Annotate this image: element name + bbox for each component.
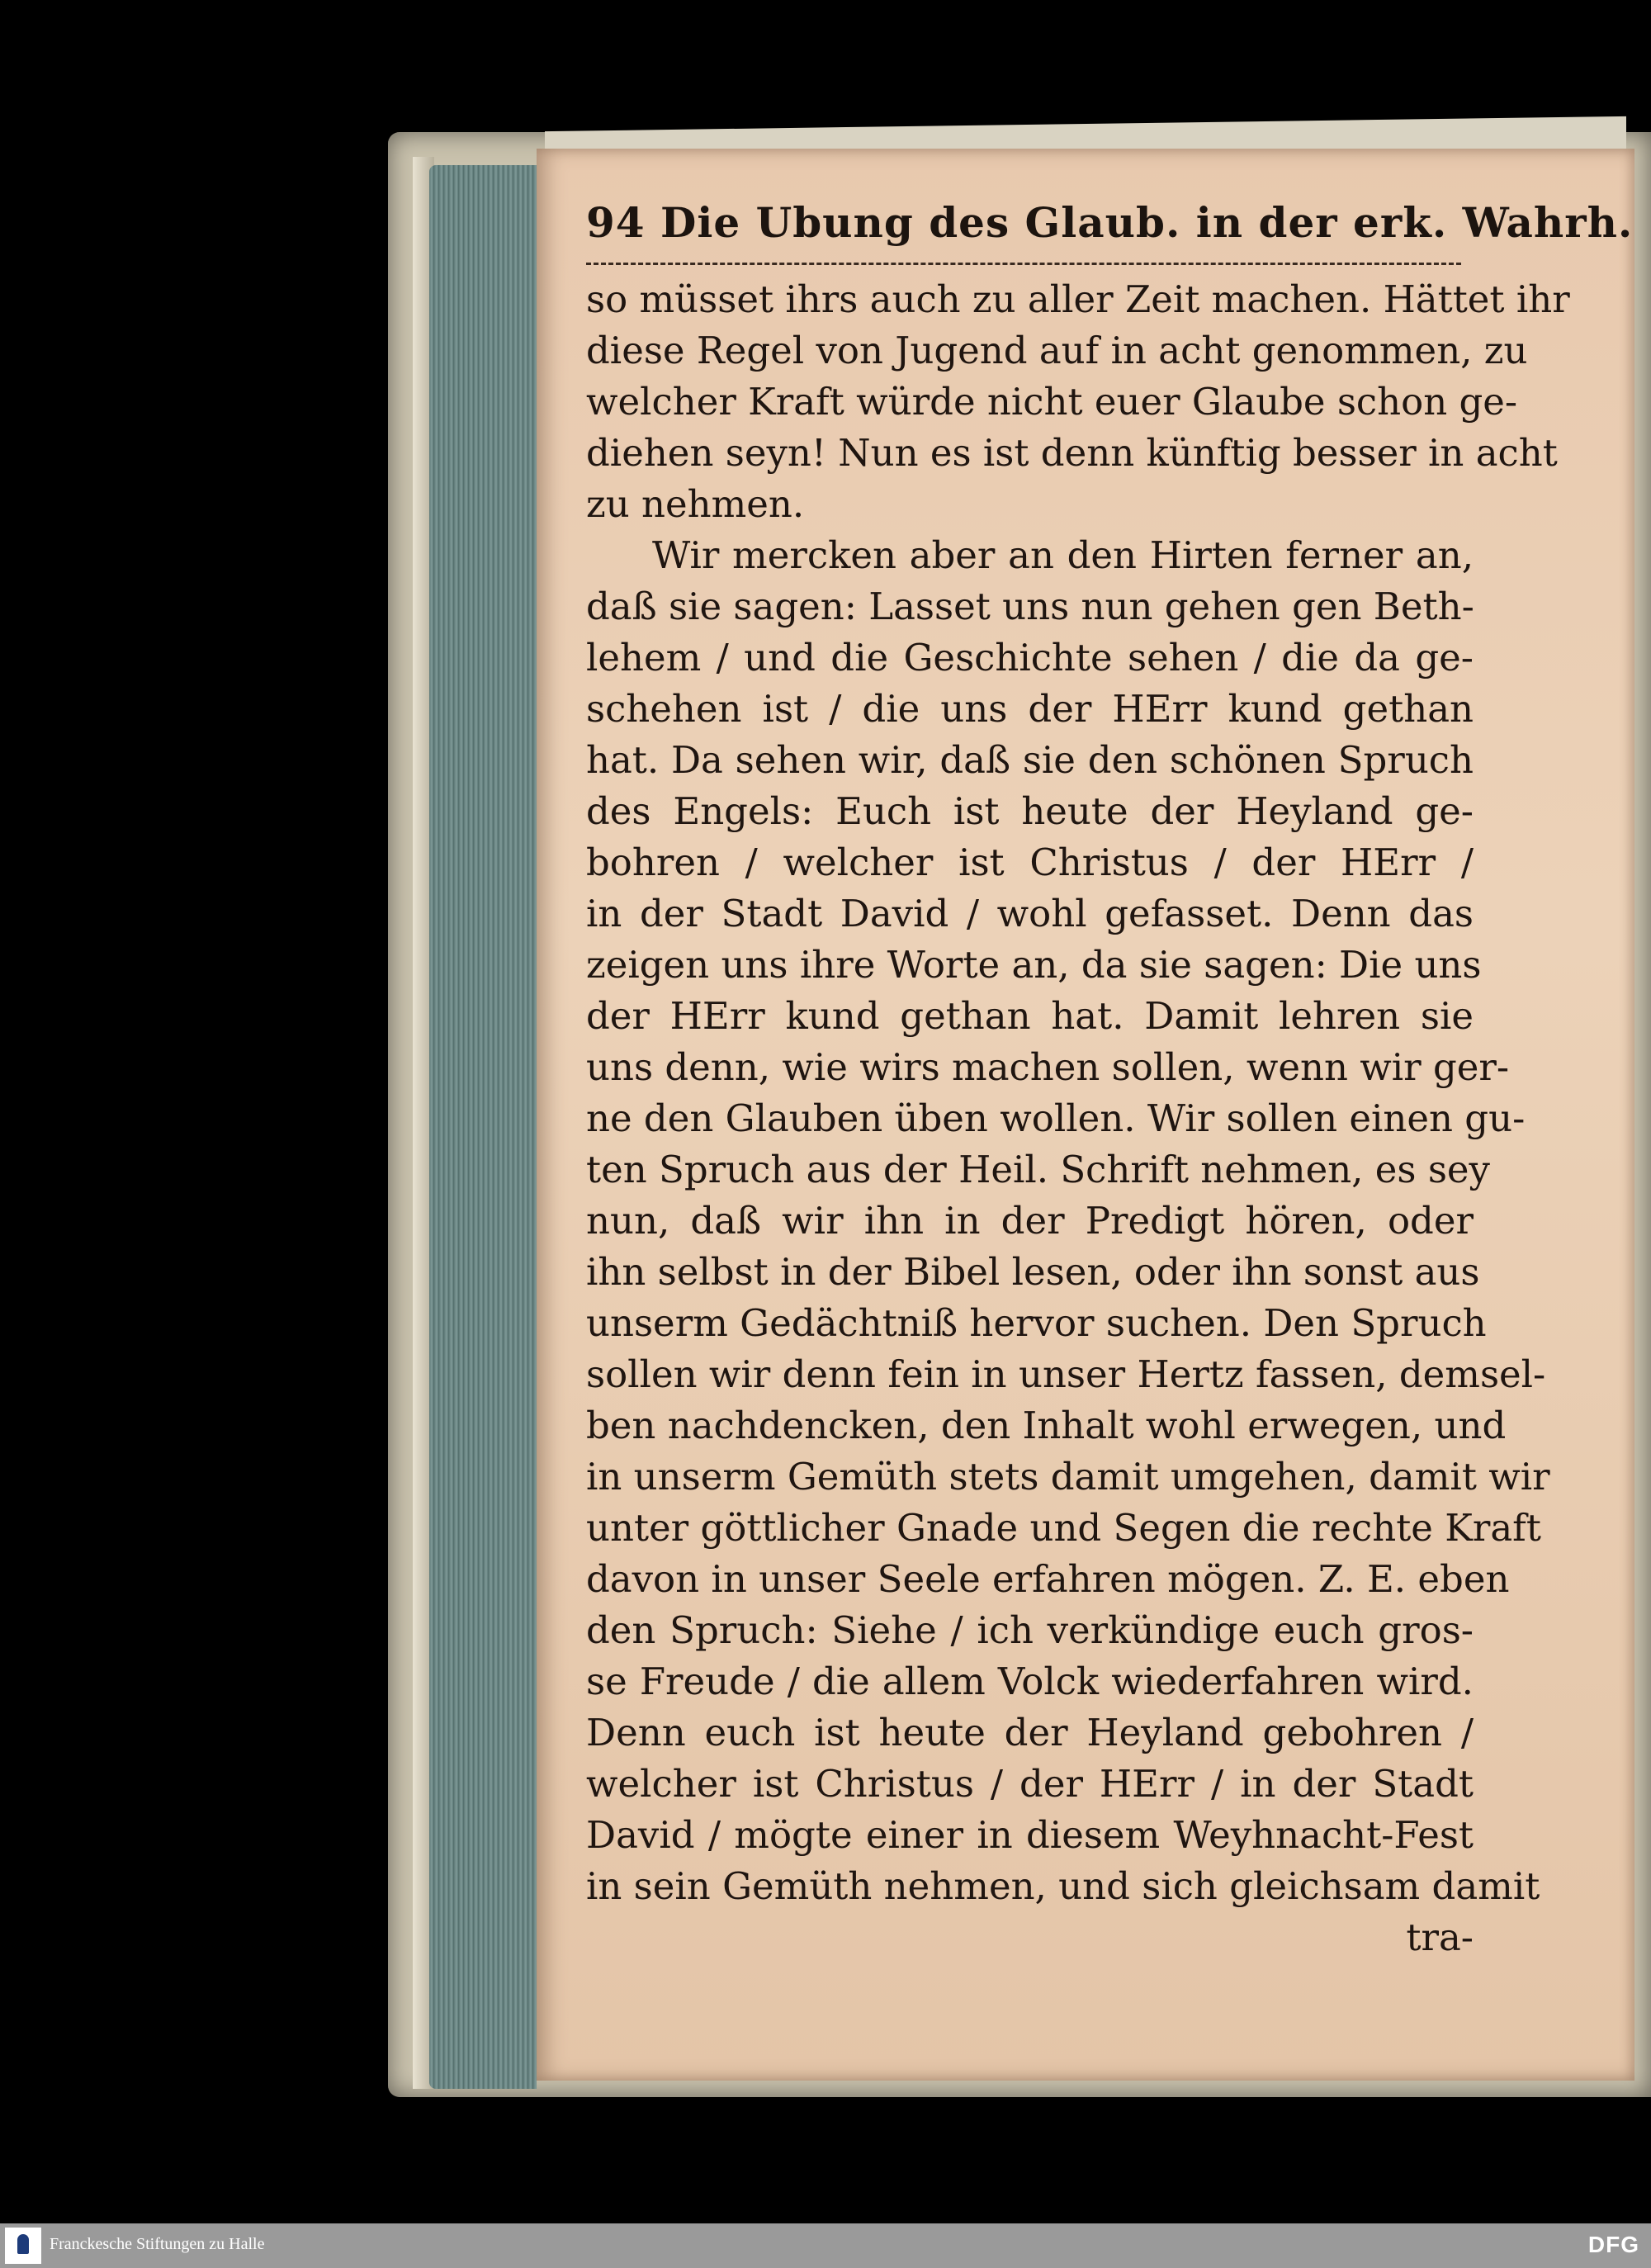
text-line: zu nehmen. bbox=[586, 482, 805, 526]
running-head-title: Die Ubung des Glaub. in der erk. Wahrh. bbox=[660, 198, 1634, 247]
text-line: bohren / welcher ist Christus / der HErr / bbox=[586, 840, 1474, 884]
text-line: se Freude / die allem Volck wiederfahren wird. bbox=[586, 1660, 1474, 1703]
text-line: diehen seyn! Nun es ist denn künftig besser in acht bbox=[586, 431, 1558, 475]
text-line: des Engels: Euch ist heute der Heyland ge- bbox=[586, 789, 1474, 833]
text-line: daß sie sagen: Lasset uns nun gehen gen Beth- bbox=[586, 585, 1474, 628]
text-line: diese Regel von Jugend auf in acht genommen, zu bbox=[586, 329, 1528, 372]
text-line: so müsset ihrs auch zu aller Zeit machen. Hättet ihr bbox=[586, 277, 1570, 321]
footer-bar bbox=[0, 2223, 1651, 2268]
text-line: hat. Da sehen wir, daß sie den schönen Spruch bbox=[586, 738, 1474, 782]
running-head bbox=[586, 198, 1634, 247]
text-line: Denn euch ist heute der Heyland gebohren / bbox=[586, 1711, 1474, 1754]
institution-name: Franckesche Stiftungen zu Halle bbox=[50, 2235, 265, 2253]
header-rule bbox=[586, 263, 1461, 265]
text-line: ihn selbst in der Bibel lesen, oder ihn sonst aus bbox=[586, 1250, 1480, 1294]
text-line: den Spruch: Siehe / ich verkündige euch gros- bbox=[586, 1608, 1474, 1652]
text-line: der HErr kund gethan hat. Damit lehren sie bbox=[586, 994, 1474, 1038]
text-line: ten Spruch aus der Heil. Schrift nehmen, es sey bbox=[586, 1148, 1490, 1191]
institution-logo-icon[interactable] bbox=[5, 2228, 41, 2264]
text-line: welcher Kraft würde nicht euer Glaube schon ge- bbox=[586, 380, 1518, 424]
text-line: sollen wir denn fein in unser Hertz fassen, demsel- bbox=[586, 1352, 1546, 1396]
text-line: unter göttlicher Gnade und Segen die rechte Kraft bbox=[586, 1506, 1541, 1550]
body-text bbox=[586, 274, 1570, 1963]
text-line: welcher ist Christus / der HErr / in der Stadt bbox=[586, 1762, 1474, 1806]
text-line: ne den Glauben üben wollen. Wir sollen einen gu- bbox=[586, 1096, 1526, 1140]
text-line: lehem / und die Geschichte sehen / die da ge- bbox=[586, 636, 1474, 679]
text-line: ben nachdencken, den Inhalt wohl erwegen, und bbox=[586, 1404, 1507, 1447]
text-line: schehen ist / die uns der HErr kund gethan bbox=[586, 687, 1474, 731]
book bbox=[388, 99, 1651, 2114]
text-line: in der Stadt David / wohl gefasset. Denn das bbox=[586, 892, 1474, 935]
catchword: tra- bbox=[1406, 1915, 1474, 1959]
page-edges bbox=[429, 165, 537, 2089]
text-line: in unserm Gemüth stets damit umgehen, damit wir bbox=[586, 1455, 1550, 1499]
text-line: uns denn, wie wirs machen sollen, wenn wir ger- bbox=[586, 1045, 1510, 1089]
text-line: zeigen uns ihre Worte an, da sie sagen: Die uns bbox=[586, 943, 1482, 987]
text-line: in sein Gemüth nehmen, und sich gleichsam damit bbox=[586, 1864, 1540, 1908]
dfg-logo[interactable]: DFG bbox=[1587, 2232, 1639, 2257]
text-line: nun, daß wir ihn in der Predigt hören, oder bbox=[586, 1199, 1474, 1243]
text-line: davon in unser Seele erfahren mögen. Z. E. eben bbox=[586, 1557, 1510, 1601]
text-line: Wir mercken aber an den Hirten ferner an, bbox=[652, 533, 1474, 577]
page-number: 94 bbox=[586, 198, 646, 247]
text-line: unserm Gedächtniß hervor suchen. Den Spruch bbox=[586, 1301, 1487, 1345]
text-line: David / mögte einer in diesem Weyhnacht-Fest bbox=[586, 1813, 1474, 1857]
